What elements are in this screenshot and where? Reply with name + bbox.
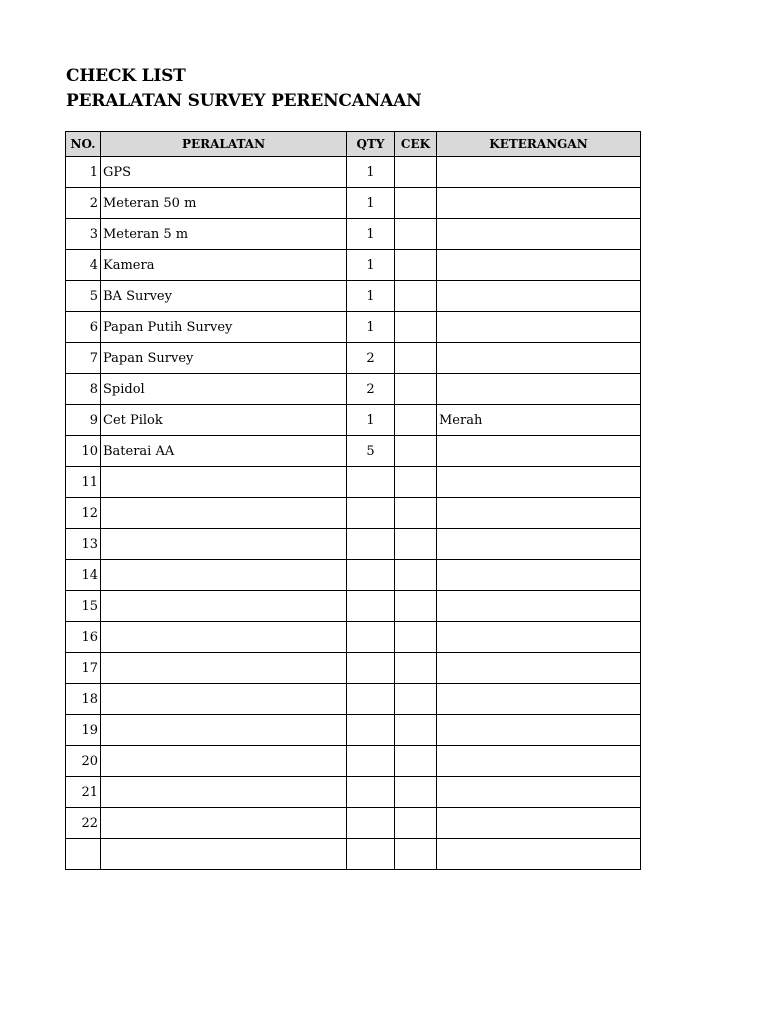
cell-check	[395, 467, 437, 498]
cell-check	[395, 529, 437, 560]
table-row	[66, 250, 641, 281]
cell-no: 5	[66, 281, 101, 312]
cell-note	[437, 374, 641, 405]
cell-check	[395, 591, 437, 622]
cell-check	[395, 715, 437, 746]
cell-no	[66, 839, 101, 870]
cell-note	[437, 157, 641, 188]
table-row	[66, 343, 641, 374]
cell-qty: 1	[347, 219, 395, 250]
cell-note	[437, 591, 641, 622]
cell-check	[395, 405, 437, 436]
cell-note	[437, 498, 641, 529]
table-header	[66, 132, 641, 157]
header-item: PERALATAN	[101, 132, 347, 157]
cell-qty	[347, 560, 395, 591]
cell-qty	[347, 498, 395, 529]
cell-item: Papan Survey	[101, 343, 347, 374]
cell-note	[437, 188, 641, 219]
cell-check	[395, 219, 437, 250]
header-no: NO.	[66, 132, 101, 157]
cell-qty	[347, 622, 395, 653]
cell-no: 9	[66, 405, 101, 436]
cell-qty	[347, 467, 395, 498]
table-row	[66, 839, 641, 870]
cell-qty	[347, 839, 395, 870]
table-row	[66, 529, 641, 560]
table-row	[66, 436, 641, 467]
cell-no: 17	[66, 653, 101, 684]
title-line-1: CHECK LIST	[66, 66, 186, 86]
cell-qty	[347, 653, 395, 684]
cell-no: 15	[66, 591, 101, 622]
cell-no: 4	[66, 250, 101, 281]
cell-check	[395, 312, 437, 343]
cell-item: Meteran 5 m	[101, 219, 347, 250]
table-row	[66, 467, 641, 498]
cell-item	[101, 684, 347, 715]
title-line-2: PERALATAN SURVEY PERENCANAAN	[66, 91, 422, 111]
table-row	[66, 622, 641, 653]
cell-note	[437, 746, 641, 777]
cell-no: 1	[66, 157, 101, 188]
cell-check	[395, 746, 437, 777]
cell-qty: 2	[347, 374, 395, 405]
cell-check	[395, 157, 437, 188]
cell-check	[395, 684, 437, 715]
table-row	[66, 312, 641, 343]
cell-item: Kamera	[101, 250, 347, 281]
cell-no: 19	[66, 715, 101, 746]
table-row	[66, 374, 641, 405]
cell-qty	[347, 715, 395, 746]
cell-no: 18	[66, 684, 101, 715]
cell-check	[395, 374, 437, 405]
cell-check	[395, 777, 437, 808]
table-row	[66, 808, 641, 839]
table-row	[66, 157, 641, 188]
cell-item	[101, 715, 347, 746]
table-row	[66, 777, 641, 808]
table-row	[66, 684, 641, 715]
cell-note	[437, 343, 641, 374]
cell-note	[437, 529, 641, 560]
checklist-table	[65, 131, 641, 870]
cell-check	[395, 436, 437, 467]
cell-no: 3	[66, 219, 101, 250]
cell-qty	[347, 808, 395, 839]
cell-note	[437, 715, 641, 746]
cell-check	[395, 808, 437, 839]
cell-qty: 1	[347, 312, 395, 343]
cell-item: Spidol	[101, 374, 347, 405]
cell-check	[395, 653, 437, 684]
cell-item	[101, 591, 347, 622]
cell-no: 2	[66, 188, 101, 219]
table-row	[66, 281, 641, 312]
cell-item	[101, 560, 347, 591]
cell-qty: 1	[347, 281, 395, 312]
cell-note	[437, 808, 641, 839]
cell-no: 10	[66, 436, 101, 467]
cell-item: BA Survey	[101, 281, 347, 312]
table-row	[66, 591, 641, 622]
cell-qty: 5	[347, 436, 395, 467]
table-row	[66, 498, 641, 529]
cell-item	[101, 839, 347, 870]
cell-note	[437, 436, 641, 467]
header-check: CEK	[395, 132, 437, 157]
cell-check	[395, 250, 437, 281]
cell-note	[437, 467, 641, 498]
header-row	[66, 132, 641, 157]
table-row	[66, 560, 641, 591]
cell-no: 8	[66, 374, 101, 405]
cell-note	[437, 622, 641, 653]
cell-note	[437, 312, 641, 343]
cell-check	[395, 281, 437, 312]
cell-qty	[347, 746, 395, 777]
cell-qty	[347, 684, 395, 715]
table-row	[66, 715, 641, 746]
cell-item	[101, 529, 347, 560]
cell-note	[437, 777, 641, 808]
cell-no: 12	[66, 498, 101, 529]
cell-item	[101, 746, 347, 777]
cell-item: GPS	[101, 157, 347, 188]
cell-qty: 2	[347, 343, 395, 374]
cell-check	[395, 560, 437, 591]
cell-check	[395, 343, 437, 374]
cell-qty	[347, 591, 395, 622]
cell-item	[101, 808, 347, 839]
table-row	[66, 188, 641, 219]
cell-no: 20	[66, 746, 101, 777]
table-body	[66, 157, 641, 870]
cell-qty	[347, 777, 395, 808]
cell-check	[395, 839, 437, 870]
cell-no: 6	[66, 312, 101, 343]
cell-no: 22	[66, 808, 101, 839]
cell-qty: 1	[347, 250, 395, 281]
cell-check	[395, 498, 437, 529]
cell-no: 13	[66, 529, 101, 560]
cell-item: Cet Pilok	[101, 405, 347, 436]
cell-qty: 1	[347, 157, 395, 188]
cell-note: Merah	[437, 405, 641, 436]
cell-item	[101, 653, 347, 684]
cell-note	[437, 219, 641, 250]
cell-no: 16	[66, 622, 101, 653]
cell-item	[101, 467, 347, 498]
cell-qty: 1	[347, 188, 395, 219]
header-qty: QTY	[347, 132, 395, 157]
cell-note	[437, 560, 641, 591]
cell-note	[437, 281, 641, 312]
cell-qty	[347, 529, 395, 560]
cell-note	[437, 684, 641, 715]
table-row	[66, 405, 641, 436]
cell-no: 7	[66, 343, 101, 374]
cell-item	[101, 498, 347, 529]
document-title	[66, 64, 421, 114]
cell-no: 21	[66, 777, 101, 808]
cell-item	[101, 777, 347, 808]
cell-note	[437, 653, 641, 684]
cell-item: Baterai AA	[101, 436, 347, 467]
cell-qty: 1	[347, 405, 395, 436]
cell-check	[395, 188, 437, 219]
cell-item	[101, 622, 347, 653]
cell-note	[437, 250, 641, 281]
cell-check	[395, 622, 437, 653]
table-row	[66, 746, 641, 777]
header-note: KETERANGAN	[437, 132, 641, 157]
cell-note	[437, 839, 641, 870]
cell-no: 14	[66, 560, 101, 591]
cell-item: Papan Putih Survey	[101, 312, 347, 343]
table-row	[66, 219, 641, 250]
cell-item: Meteran 50 m	[101, 188, 347, 219]
table-row	[66, 653, 641, 684]
cell-no: 11	[66, 467, 101, 498]
